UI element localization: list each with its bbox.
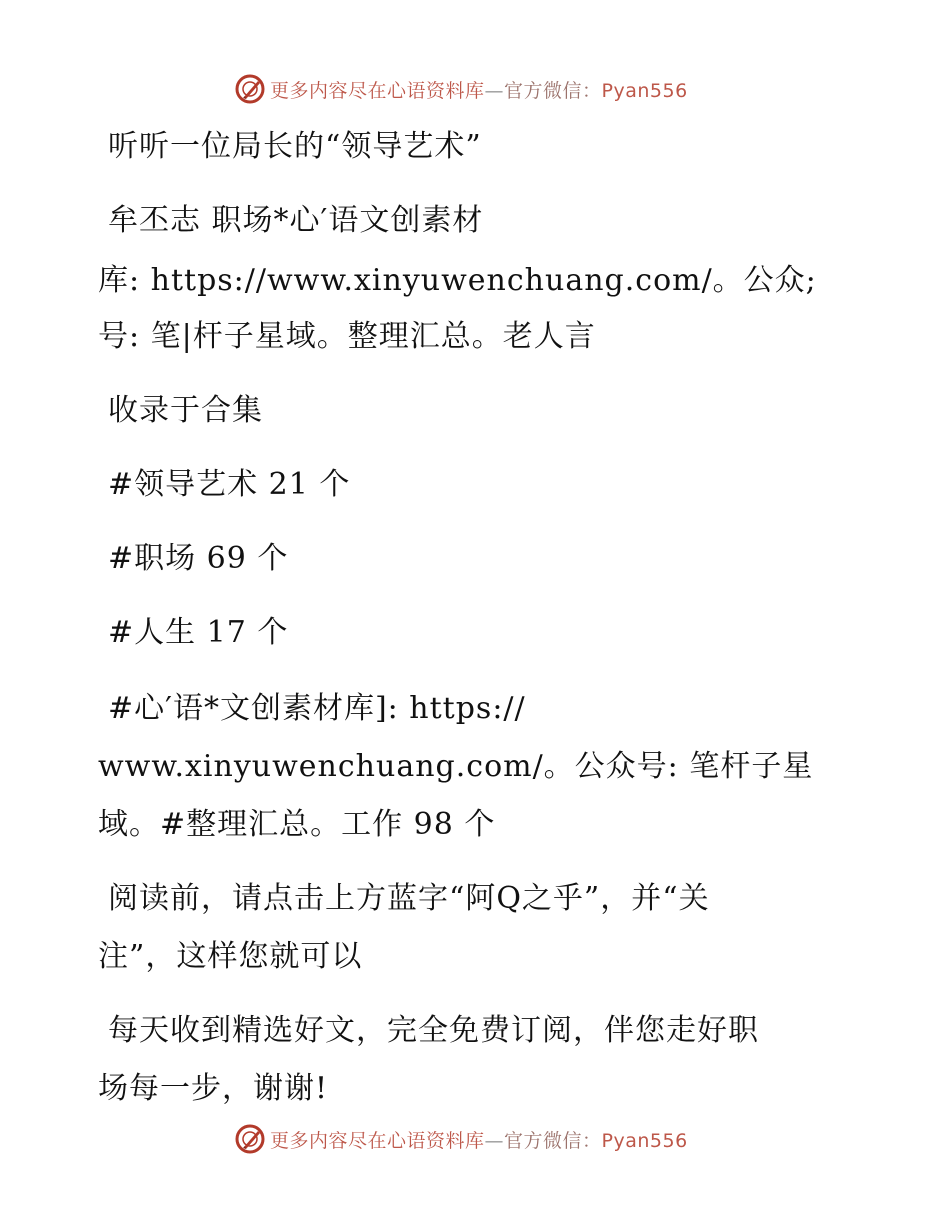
document-title: 听听一位局长的“领导艺术” [108, 129, 482, 164]
watermark-site: 更多内容尽在心语资料库 [270, 1129, 485, 1152]
watermark-label: 官方微信： [504, 1129, 602, 1152]
watermark-header [234, 72, 714, 106]
watermark-id: Pyan556 [601, 1129, 688, 1152]
account-line: 号: 笔|杆子星域。整理汇总。老人言 [98, 319, 596, 354]
intro-line-1: 阅读前，请点击上方蓝字“阿Q之乎”，并“关 [108, 881, 710, 916]
tag-library-line-2: www.xinyuwenchuang.com/。公众号: 笔杆子星 [98, 749, 814, 784]
tag-leadership: #领导艺术 21 个 [108, 467, 351, 502]
tag-library-line-3: 域。#整理汇总。工作 98 个 [98, 807, 496, 842]
watermark-label: 官方微信： [504, 79, 602, 102]
watermark-separator: — [484, 1129, 505, 1152]
watermark-text [270, 76, 688, 103]
tag-library-line-1: #心′语*文创素材库]: https:// [108, 691, 526, 726]
intro-line-3: 每天收到精选好文，完全免费订阅，伴您走好职 [108, 1013, 759, 1048]
watermark-id: Pyan556 [601, 79, 688, 102]
collection-heading: 收录于合集 [108, 393, 263, 428]
pen-logo-icon [234, 73, 266, 105]
intro-line-2: 注”，这样您就可以 [98, 939, 363, 974]
pen-logo-icon [234, 1123, 266, 1155]
source-line: 库: https://www.xinyuwenchuang.com/。公众; [98, 263, 817, 298]
byline: 牟丕志 职场*心′语文创素材 [108, 203, 484, 238]
watermark-separator: — [484, 79, 505, 102]
watermark-footer [234, 1122, 714, 1156]
tag-life: #人生 17 个 [108, 615, 289, 650]
tag-workplace: #职场 69 个 [108, 541, 289, 576]
watermark-text [270, 1126, 688, 1153]
intro-line-4: 场每一步，谢谢! [98, 1071, 329, 1106]
watermark-site: 更多内容尽在心语资料库 [270, 79, 485, 102]
